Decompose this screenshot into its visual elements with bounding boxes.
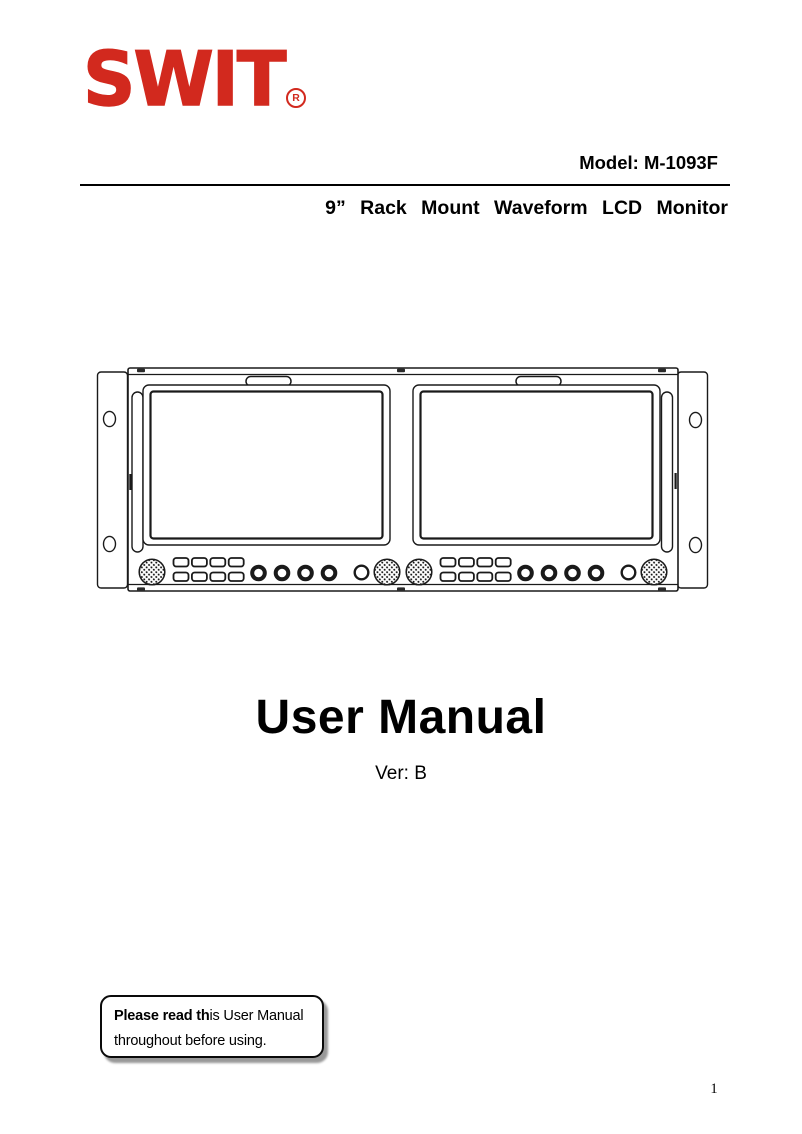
- swit-logo: SWIT: [83, 35, 285, 123]
- rail-notch: [675, 473, 677, 489]
- mounting-hole: [104, 411, 116, 426]
- side-rail-right: [662, 392, 673, 552]
- notice-line-1: [114, 1004, 314, 1029]
- notice-bold-text: Please read th: [114, 1008, 210, 1024]
- rack-ear-right: [678, 372, 708, 588]
- reg-mark-letter: R: [292, 91, 300, 104]
- rack-ear-left: [98, 372, 128, 588]
- page-number: 1: [710, 1081, 718, 1097]
- model-number: Model: M-1093F: [579, 152, 718, 173]
- header-divider-rule: [80, 184, 730, 186]
- notice-regular-text: is User Manual: [209, 1008, 304, 1024]
- registered-trademark-icon: [286, 88, 306, 108]
- mounting-hole: [690, 412, 702, 427]
- mounting-hole: [104, 536, 116, 551]
- screen-panel-left: [143, 377, 390, 546]
- notice-box: [100, 995, 324, 1058]
- side-rail-left: [132, 392, 143, 552]
- rail-notch: [129, 474, 131, 490]
- mounting-hole: [690, 537, 702, 552]
- notice-line-2: throughout before using.: [114, 1033, 267, 1049]
- monitor-front-illustration: [88, 358, 710, 598]
- product-title: 9” Rack Mount Waveform LCD Monitor: [325, 197, 728, 219]
- version-label: Ver: B: [375, 763, 427, 784]
- document-title: User Manual: [255, 691, 547, 744]
- screen-panel-right: [413, 377, 660, 546]
